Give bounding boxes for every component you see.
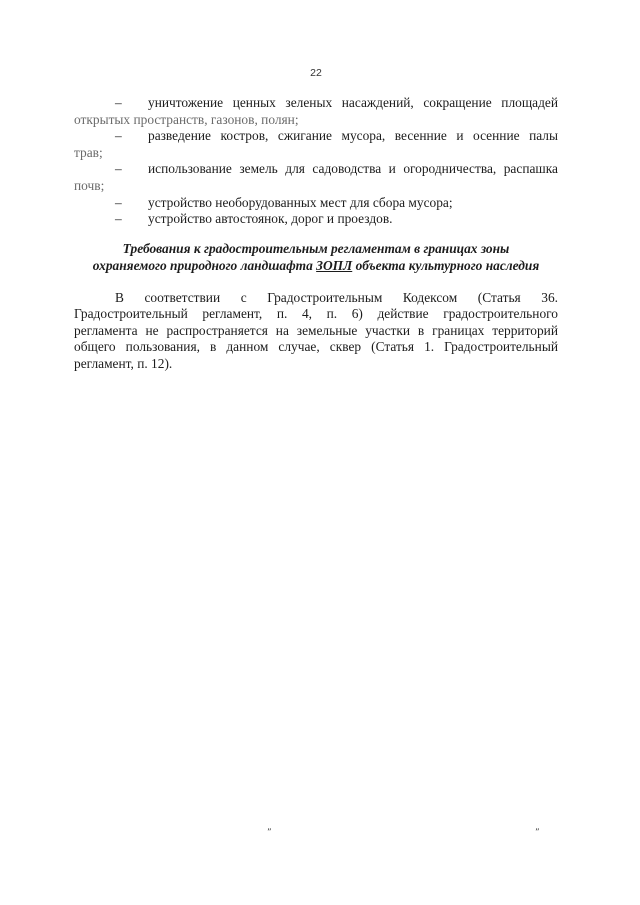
list-dash: – xyxy=(115,211,122,227)
heading-abbreviation: ЗОПЛ xyxy=(316,258,353,273)
paragraph-line: общего пользования, в данном случае, сквер (Статья 1. Градостроительный xyxy=(74,339,558,355)
page-number: 22 xyxy=(310,67,322,79)
list-dash: – xyxy=(115,128,122,144)
scan-mark-left: ˮ xyxy=(267,828,272,838)
list-item-continuation: открытых пространств, газонов, полян; xyxy=(74,111,299,127)
section-heading-line-2 xyxy=(74,257,558,274)
paragraph-line: Градостроительный регламент, п. 4, п. 6) действие градостроительного xyxy=(74,306,558,322)
list-item-text: устройство необорудованных мест для сбора мусора; xyxy=(148,194,453,210)
scan-mark-right: ˮ xyxy=(535,828,540,838)
list-item-continuation: почв; xyxy=(74,177,105,193)
section-heading xyxy=(74,240,558,274)
paragraph-line: В соответствии с Градостроительным Кодексом (Статья 36. xyxy=(115,290,558,305)
list-item xyxy=(74,195,558,212)
list-item xyxy=(74,128,558,161)
heading-text-after: объекта культурного наследия xyxy=(352,258,540,273)
list-item xyxy=(74,161,558,194)
list-item-continuation: трав; xyxy=(74,144,103,160)
list-item-text: уничтожение ценных зеленых насаждений, сокращение площадей xyxy=(148,95,558,110)
list-item-text: устройство автостоянок, дорог и проездов. xyxy=(148,211,393,227)
prohibition-list xyxy=(74,95,558,228)
list-item xyxy=(74,211,558,228)
paragraph-line: регламент, п. 12). xyxy=(74,355,173,371)
list-item-text: использование земель для садоводства и огородничества, распашка xyxy=(148,161,558,177)
list-dash: – xyxy=(115,95,122,110)
list-dash: – xyxy=(115,161,122,177)
list-item xyxy=(74,95,558,128)
list-dash: – xyxy=(115,194,122,210)
body-paragraph xyxy=(74,290,558,372)
list-item-text: разведение костров, сжигание мусора, весенние и осенние палы xyxy=(148,128,558,144)
paragraph-line: регламента не распространяется на земельные участки в границах территорий xyxy=(74,322,558,338)
section-heading-line-1: Требования к градостроительным регламентам в границах зоны xyxy=(122,241,510,256)
heading-text-before: охраняемого природного ландшафта xyxy=(92,258,317,273)
